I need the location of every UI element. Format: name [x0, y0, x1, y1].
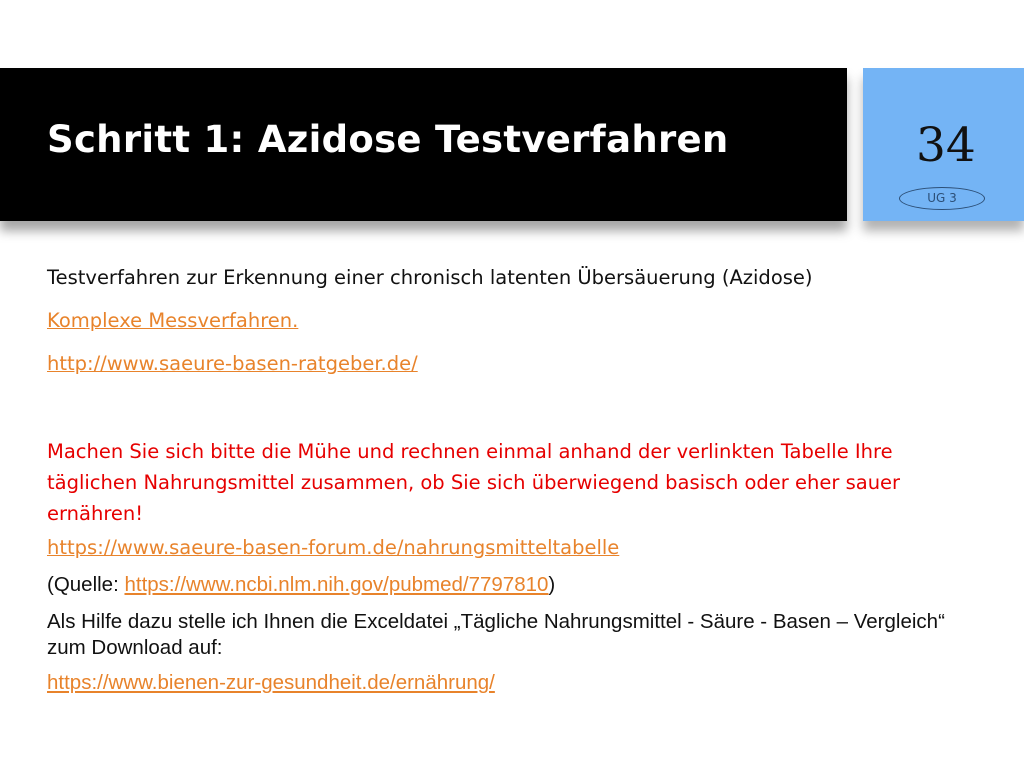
messverfahren-link[interactable]: Komplexe Messverfahren. — [47, 309, 299, 332]
ug-badge: UG 3 — [899, 187, 985, 210]
intro-text: Testverfahren zur Erkennung einer chronisch latenten Übersäuerung (Azidose) — [47, 266, 813, 289]
slide-content — [47, 264, 977, 695]
source-prefix: (Quelle: — [47, 573, 125, 596]
nahrungsmitteltabelle-link[interactable]: https://www.saeure-basen-forum.de/nahrungsmitteltabelle — [47, 536, 620, 559]
download-link[interactable]: https://www.bienen-zur-gesundheit.de/ernährung/ — [47, 671, 495, 694]
slide-number: 34 — [916, 118, 976, 173]
source-suffix: ) — [548, 573, 556, 596]
ratgeber-link[interactable]: http://www.saeure-basen-ratgeber.de/ — [47, 352, 418, 375]
source-line — [47, 572, 977, 598]
pubmed-link[interactable]: https://www.ncbi.nlm.nih.gov/pubmed/7797810 — [124, 573, 549, 596]
help-text: Als Hilfe dazu stelle ich Ihnen die Exceldatei „Tägliche Nahrungsmittel - Säure - Basen – Vergleich“ zum Download auf: — [47, 610, 945, 659]
slide-title: Schritt 1: Azidose Testverfahren — [47, 118, 729, 161]
instruction-text: Machen Sie sich bitte die Mühe und rechnen einmal anhand der verlinkten Tabelle Ihre täglichen Nahrungsmittel zusammen, ob Sie sich überwiegend basisch oder eher sauer ernähren! — [47, 440, 901, 525]
